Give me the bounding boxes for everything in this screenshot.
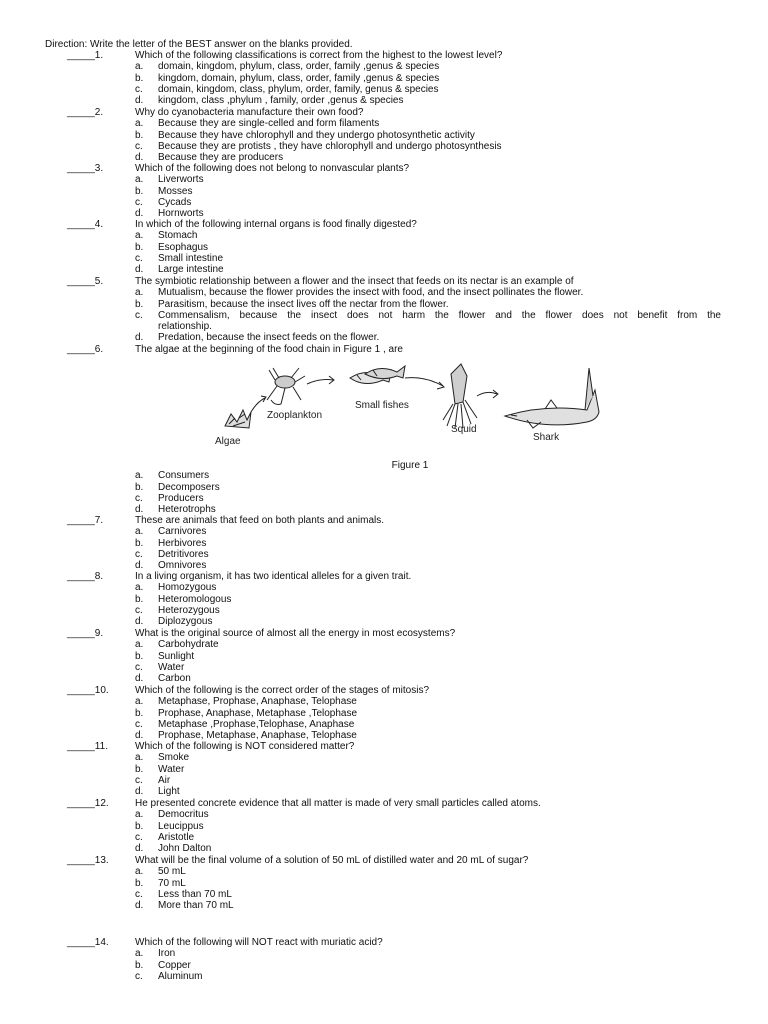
choice-letter: b.	[135, 959, 144, 971]
question-item	[67, 276, 727, 344]
question-stem: Which of the following is the correct order of the stages of mitosis?	[135, 685, 430, 696]
answer-choice	[67, 582, 727, 593]
choice-text: Sunlight	[158, 650, 195, 662]
answer-choice	[67, 118, 727, 129]
question-stem-line	[67, 937, 727, 948]
answer-choice	[67, 61, 727, 72]
choice-text: Metaphase, Prophase, Anaphase, Telophase	[158, 696, 357, 708]
question-stem-line	[67, 855, 727, 866]
question-stem: What is the original source of almost all the energy in most ecosystems?	[135, 628, 456, 639]
question-stem-line	[67, 515, 727, 526]
choice-text: Because they are single-celled and form filaments	[158, 118, 380, 130]
question-item	[67, 571, 727, 627]
choice-letter: b.	[135, 650, 144, 662]
choice-text: Light	[158, 786, 180, 798]
answer-choice	[67, 719, 727, 730]
choice-letter: c.	[135, 661, 143, 673]
choice-text: Decomposers	[158, 481, 220, 493]
choice-text: Because they are producers	[158, 152, 284, 164]
question-item	[67, 937, 727, 982]
algae-drawing	[225, 410, 251, 428]
arrow-4	[477, 392, 497, 396]
question-stem: In which of the following internal organs is food finally digested?	[135, 219, 417, 230]
choice-text: Esophagus	[158, 241, 209, 253]
food-chain-figure	[215, 360, 605, 472]
label-squid: Squid	[451, 424, 477, 435]
choice-letter: b.	[135, 763, 144, 775]
answer-choice	[67, 264, 727, 275]
choice-text: Commensalism, because the insect does not harm the flower and the flower does not benefit from the	[158, 309, 721, 321]
choice-text: Mutualism, because the flower provides the insect with food, and the insect pollinates the flower.	[158, 287, 584, 299]
question-stem-line	[67, 571, 727, 582]
answer-choice	[67, 971, 727, 982]
question-stem-line	[67, 344, 727, 355]
question-stem-line	[67, 798, 727, 809]
answer-choice	[67, 786, 727, 797]
choice-letter: b.	[135, 877, 144, 889]
choice-text: Aluminum	[158, 970, 203, 982]
choice-text: kingdom, class ,phylum , family, order ,genus & species	[158, 95, 404, 107]
question-stem: Which of the following classifications is correct from the highest to the lowest level?	[135, 50, 503, 61]
choice-text: Heterozygous	[158, 604, 220, 616]
choice-text-continuation: relationship.	[158, 321, 212, 333]
question-stem: Which of the following does not belong to nonvascular plants?	[135, 163, 410, 174]
choice-text: Hornworts	[158, 208, 204, 220]
answer-choice	[67, 651, 727, 662]
choice-letter: c.	[135, 548, 143, 560]
answer-choice	[67, 526, 727, 537]
answer-choice	[67, 662, 727, 673]
choice-letter: d.	[135, 332, 144, 344]
choice-letter: a.	[135, 582, 144, 594]
choice-letter: a.	[135, 696, 144, 708]
answer-choice	[67, 152, 727, 163]
answer-choice	[67, 878, 727, 889]
choice-text: kingdom, domain, phylum, class, order, family ,genus & species	[158, 72, 440, 84]
choice-letter: c.	[135, 252, 143, 264]
choice-text: Smoke	[158, 752, 190, 764]
choice-text: Omnivores	[158, 560, 207, 572]
choice-text: domain, kingdom, phylum, class, order, family ,genus & species	[158, 61, 440, 73]
question-number-blank: _____4.	[67, 219, 104, 230]
question-number-blank: _____5.	[67, 276, 104, 287]
choice-text: Iron	[158, 948, 176, 960]
choice-letter: d.	[135, 504, 144, 516]
question-stem-line	[67, 685, 727, 696]
answer-choice	[67, 84, 727, 95]
choice-text: Heteromologous	[158, 593, 232, 605]
choice-letter: b.	[135, 241, 144, 253]
choice-letter: a.	[135, 230, 144, 242]
choice-text: Air	[158, 774, 171, 786]
choice-letter: a.	[135, 470, 144, 482]
label-zooplankton: Zooplankton	[267, 410, 323, 421]
question-item	[67, 107, 727, 163]
choice-text: Homozygous	[158, 582, 217, 594]
direction-text: Direction: Write the letter of the BEST answer on the blanks provided.	[45, 39, 353, 50]
choice-letter: c.	[135, 604, 143, 616]
question-number-blank: _____2.	[67, 107, 104, 118]
shark-drawing	[505, 368, 599, 428]
choice-text: 50 mL	[158, 866, 186, 878]
question-item	[67, 163, 727, 219]
question-stem: Which of the following will NOT react with muriatic acid?	[135, 937, 383, 948]
choice-text: Herbivores	[158, 537, 207, 549]
answer-choice	[67, 605, 727, 616]
choice-text: Predation, because the insect feeds on the flower.	[158, 332, 380, 344]
answer-choice	[67, 482, 727, 493]
choice-text: Democritus	[158, 809, 209, 821]
answer-choice	[67, 73, 727, 84]
answer-choice	[67, 197, 727, 208]
question-number-blank: _____3.	[67, 163, 104, 174]
choice-text: 70 mL	[158, 877, 186, 889]
answer-choice	[67, 310, 727, 321]
answer-choice	[67, 141, 727, 152]
answer-choice	[67, 696, 727, 707]
choice-text: Prophase, Anaphase, Metaphase ,Telophase	[158, 707, 358, 719]
choice-letter: d.	[135, 560, 144, 572]
arrow-3	[405, 378, 443, 386]
answer-choice	[67, 253, 727, 264]
question-item	[67, 741, 727, 797]
choice-text: Diplozygous	[158, 616, 213, 628]
answer-choice	[67, 889, 727, 900]
question-stem: He presented concrete evidence that all matter is made of very small particles called atoms.	[135, 798, 541, 809]
answer-choice	[67, 549, 727, 560]
choice-text: domain, kingdom, class, phylum, order, family, genus & species	[158, 83, 439, 95]
choice-letter: b.	[135, 129, 144, 141]
answer-choice	[67, 832, 727, 843]
choice-letter: a.	[135, 287, 144, 299]
choice-letter: d.	[135, 208, 144, 220]
choice-text: Detritivores	[158, 548, 209, 560]
choice-text: Parasitism, because the insect lives off the nectar from the flower.	[158, 298, 449, 310]
answer-choice	[67, 130, 727, 141]
question-stem: The algae at the beginning of the food chain in Figure 1 , are	[135, 344, 403, 355]
question-number-blank: _____11.	[67, 741, 108, 752]
choice-letter: b.	[135, 593, 144, 605]
choice-letter: d.	[135, 843, 144, 855]
choice-text: Carbon	[158, 673, 191, 685]
choice-letter: d.	[135, 264, 144, 276]
question-item	[67, 50, 727, 106]
choice-letter: a.	[135, 526, 144, 538]
choice-letter: b.	[135, 185, 144, 197]
choice-text: Small intestine	[158, 252, 224, 264]
choice-letter: d.	[135, 152, 144, 164]
choice-text: Prophase, Metaphase, Anaphase, Telophase	[158, 730, 357, 742]
zooplankton-drawing	[267, 368, 305, 405]
choice-letter: d.	[135, 786, 144, 798]
answer-choice	[67, 809, 727, 820]
arrow-1	[251, 398, 265, 412]
question-stem-line	[67, 50, 727, 61]
choice-text: Carbohydrate	[158, 639, 219, 651]
choice-text: Water	[158, 661, 185, 673]
choice-text: Mosses	[158, 185, 193, 197]
answer-choice	[67, 673, 727, 684]
squid-drawing	[443, 364, 477, 428]
answer-choice	[67, 775, 727, 786]
question-number-blank: _____1.	[67, 50, 104, 61]
figure-caption: Figure 1	[391, 460, 429, 471]
answer-choice	[67, 616, 727, 627]
answer-choice-continuation	[67, 321, 727, 332]
choice-text: Less than 70 mL	[158, 888, 232, 900]
question-stem-line	[67, 276, 727, 287]
answer-choice	[67, 730, 727, 741]
small-fishes-drawing	[350, 366, 405, 384]
choice-text: Aristotle	[158, 831, 195, 843]
choice-letter: c.	[135, 718, 143, 730]
question-number-blank: _____8.	[67, 571, 104, 582]
answer-choice	[67, 866, 727, 877]
question-stem-line	[67, 163, 727, 174]
question-stem-line	[67, 741, 727, 752]
question-item	[67, 628, 727, 684]
choice-text: Leucippus	[158, 820, 204, 832]
answer-choice	[67, 242, 727, 253]
food-chain-illustration	[215, 360, 605, 450]
question-stem: Which of the following is NOT considered matter?	[135, 741, 355, 752]
question-item	[67, 685, 727, 741]
answer-choice	[67, 960, 727, 971]
choice-letter: b.	[135, 537, 144, 549]
answer-choice	[67, 504, 727, 515]
question-stem: Why do cyanobacteria manufacture their own food?	[135, 107, 364, 118]
question-number-blank: _____7.	[67, 515, 104, 526]
answer-choice	[67, 764, 727, 775]
question-number-blank: _____12.	[67, 798, 109, 809]
choice-letter: c.	[135, 196, 143, 208]
choice-letter: d.	[135, 616, 144, 628]
choice-letter: b.	[135, 298, 144, 310]
choice-letter: c.	[135, 309, 143, 321]
question-item	[67, 515, 727, 571]
answer-choice	[67, 186, 727, 197]
choice-text: Heterotrophs	[158, 504, 216, 516]
choice-text: Carnivores	[158, 526, 207, 538]
question-item	[67, 219, 727, 275]
choice-letter: c.	[135, 774, 143, 786]
choice-text: Consumers	[158, 470, 210, 482]
choice-text: Cycads	[158, 196, 192, 208]
question-number-blank: _____13.	[67, 855, 109, 866]
question-item	[67, 798, 727, 854]
answer-choice	[67, 639, 727, 650]
choice-text: Copper	[158, 959, 191, 971]
choice-text: Liverworts	[158, 174, 204, 186]
choice-letter: a.	[135, 639, 144, 651]
choice-letter: d.	[135, 673, 144, 685]
question-number-blank: _____9.	[67, 628, 104, 639]
choice-letter: a.	[135, 948, 144, 960]
question-stem-line	[67, 219, 727, 230]
question-stem: The symbiotic relationship between a flower and the insect that feeds on its nectar is an example of	[135, 276, 574, 287]
question-stem-line	[67, 107, 727, 118]
choice-letter: b.	[135, 707, 144, 719]
choice-letter: a.	[135, 809, 144, 821]
choice-text: John Dalton	[158, 843, 212, 855]
choice-text: Because they have chlorophyll and they undergo photosynthetic activity	[158, 129, 475, 141]
answer-choice	[67, 708, 727, 719]
question-stem: In a living organism, it has two identical alleles for a given trait.	[135, 571, 412, 582]
label-algae: Algae	[215, 436, 241, 447]
answer-choice	[67, 843, 727, 854]
choice-text: Large intestine	[158, 264, 224, 276]
choice-text: Metaphase ,Prophase,Telophase, Anaphase	[158, 718, 355, 730]
answer-choice	[67, 594, 727, 605]
answer-choice	[67, 752, 727, 763]
choice-letter: c.	[135, 83, 143, 95]
choice-letter: c.	[135, 140, 143, 152]
choice-letter: b.	[135, 481, 144, 493]
choice-letter: b.	[135, 72, 144, 84]
choice-text: Because they are protists , they have chlorophyll and undergo photosynthesis	[158, 140, 502, 152]
choice-letter: a.	[135, 866, 144, 878]
question-stem: What will be the final volume of a solution of 50 mL of distilled water and 20 mL of sugar?	[135, 855, 529, 866]
choice-letter: d.	[135, 730, 144, 742]
answer-choice	[67, 287, 727, 298]
choice-letter: d.	[135, 900, 144, 912]
choice-letter: c.	[135, 888, 143, 900]
answer-choice	[67, 560, 727, 571]
choice-letter: c.	[135, 970, 143, 982]
answer-choice	[67, 900, 727, 911]
answer-choice	[67, 332, 727, 343]
label-shark: Shark	[533, 432, 560, 443]
question-number-blank: _____14.	[67, 937, 109, 948]
answer-choice	[67, 493, 727, 504]
answer-choice	[67, 299, 727, 310]
label-small-fishes: Small fishes	[355, 400, 409, 411]
question-stem: These are animals that feed on both plants and animals.	[135, 515, 385, 526]
answer-choice	[67, 208, 727, 219]
choice-letter: c.	[135, 492, 143, 504]
choice-letter: d.	[135, 95, 144, 107]
choice-text: Producers	[158, 492, 204, 504]
question-item	[67, 855, 727, 911]
answer-choice	[67, 174, 727, 185]
choice-letter: a.	[135, 61, 144, 73]
question-number-blank: _____10.	[67, 685, 109, 696]
choice-letter: a.	[135, 752, 144, 764]
answer-choice	[67, 95, 727, 106]
choice-letter: a.	[135, 174, 144, 186]
answer-choice	[67, 821, 727, 832]
question-stem-line	[67, 628, 727, 639]
question-number-blank: _____6.	[67, 344, 104, 355]
choice-text: Water	[158, 763, 185, 775]
answer-choice	[67, 948, 727, 959]
answer-choice	[67, 538, 727, 549]
answer-choice	[67, 230, 727, 241]
choice-letter: c.	[135, 831, 143, 843]
choice-letter: b.	[135, 820, 144, 832]
choice-text: More than 70 mL	[158, 900, 234, 912]
choice-text: Stomach	[158, 230, 198, 242]
choice-letter: a.	[135, 118, 144, 130]
